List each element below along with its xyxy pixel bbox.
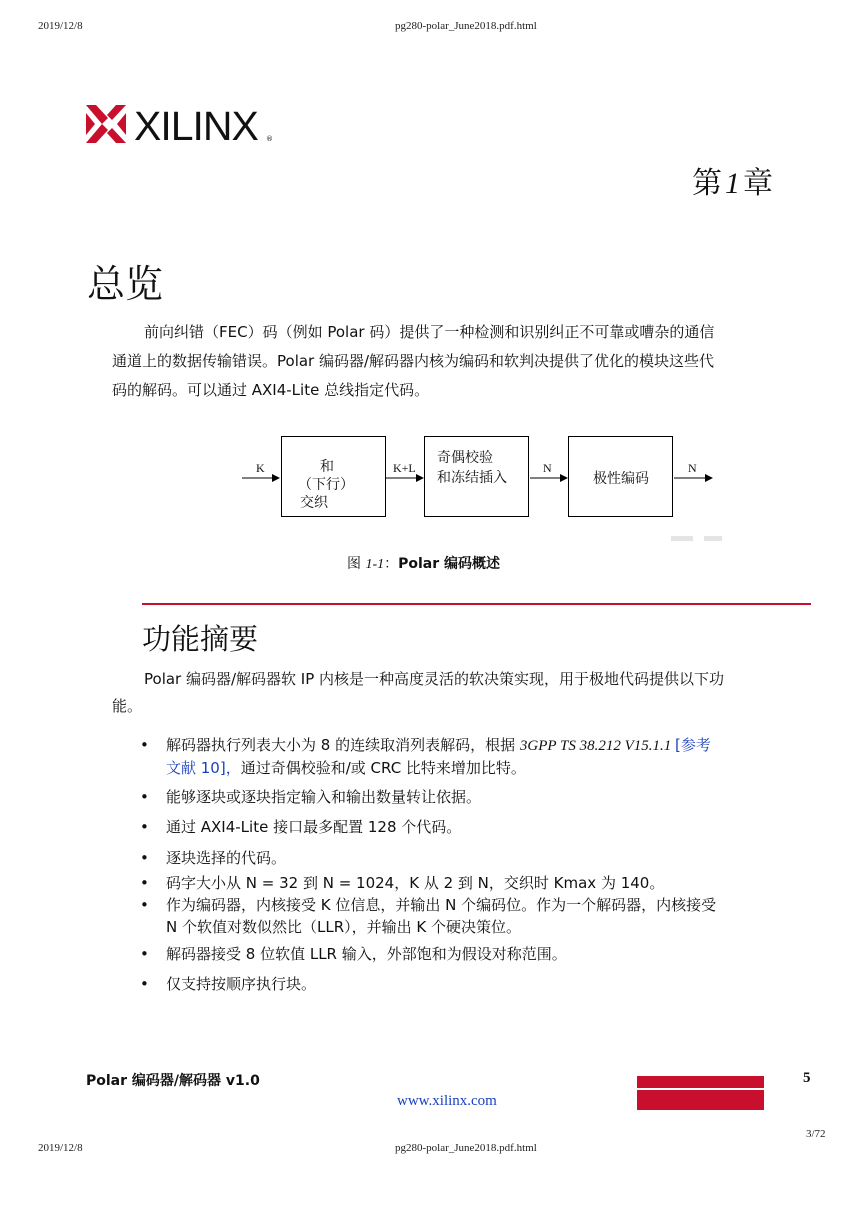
footer-page-number: 5 <box>803 1070 811 1086</box>
header-date: 2019/12/8 <box>38 20 83 32</box>
signal-k-plus-l: K+L <box>393 461 416 475</box>
block-parity-frozen <box>424 436 529 517</box>
block-polar-encode <box>568 436 673 517</box>
block-interleaver-line-1: 和 <box>320 459 334 475</box>
xilinx-logo-icon <box>86 105 126 143</box>
list-item: • 码字大小从 N = 32 到 N = 1024，K 从 2 到 N，交织时 Kmax 为 140。 <box>140 874 665 892</box>
header-filename: pg280-polar_June2018.pdf.html <box>395 20 537 32</box>
block-parity-line-2: 和冻结插入 <box>437 470 507 486</box>
figure-caption: 图 1-1：Polar 编码概述 <box>347 556 501 572</box>
signal-n-2: N <box>688 461 697 475</box>
logo-trademark: ® <box>266 135 273 143</box>
intro-line-2: 通道上的数据传输错误。Polar 编码器/解码器内核为编码和软判决提供了优化的模块这些代 <box>112 352 715 370</box>
footer-website-link[interactable]: www.xilinx.com <box>397 1093 497 1109</box>
list-item: • 解码器执行列表大小为 8 的连续取消列表解码，根据 3GPP TS 38.212 V15.1.1 [参考 文献 10]，通过奇偶校验和/或 CRC 比特来增加比特。 <box>140 736 711 777</box>
signal-k: K <box>256 461 265 475</box>
polar-encoder-diagram <box>238 430 728 550</box>
reference-link[interactable]: [参考 <box>675 736 711 754</box>
decor-gray-bar <box>704 536 722 541</box>
chapter-label: 第 1 章 <box>692 166 773 201</box>
section-divider <box>142 603 811 605</box>
signal-n-1: N <box>543 461 552 475</box>
block-parity-line-1: 奇偶校验 <box>437 450 493 466</box>
list-item: • 能够逐块或逐块指定输入和输出数量转让依据。 <box>140 788 482 806</box>
section-intro-line-2: 能。 <box>112 697 143 715</box>
intro-line-1: 前向纠错（FEC）码（例如 Polar 码）提供了一种检测和识别纠正不可靠或嘈杂的通信 <box>144 323 715 341</box>
intro-line-3: 码的解码。可以通过 AXI4-Lite 总线指定代码。 <box>112 381 430 399</box>
footer-date: 2019/12/8 <box>38 1142 83 1154</box>
footer-bar-stripe <box>637 1088 764 1090</box>
citation: 3GPP TS 38.212 V15.1.1 <box>519 738 676 754</box>
block-interleaver-line-2: （下行） <box>298 477 354 493</box>
list-item: • 通过 AXI4-Lite 接口最多配置 128 个代码。 <box>140 818 462 836</box>
footer-filename: pg280-polar_June2018.pdf.html <box>395 1142 537 1154</box>
section-heading: 功能摘要 <box>142 622 259 656</box>
list-item: • 作为编码器，内核接受 K 位信息，并输出 N 个编码位。作为一个解码器，内核接受 N 个软值对数似然比（LLR），并输出 K 个硬决策位。 <box>140 896 717 936</box>
logo-wordmark: XILINX <box>134 103 258 149</box>
list-item: • 仅支持按顺序执行块。 <box>140 975 317 993</box>
section-intro-line-1: Polar 编码器/解码器软 IP 内核是一种高度灵活的软决策实现，用于极地代码提供以下功 <box>144 670 725 688</box>
footer-doc-title: Polar 编码器/解码器 v1.0 <box>86 1073 260 1089</box>
page-of-counter: 3/72 <box>806 1128 826 1140</box>
list-item: • 逐块选择的代码。 <box>140 849 287 867</box>
footer-red-bar <box>637 1076 764 1110</box>
reference-link-cont[interactable]: 文献 10]， <box>166 759 241 777</box>
page-title: 总览 <box>87 262 164 306</box>
block-interleaver <box>281 436 386 517</box>
xilinx-logo <box>86 105 276 147</box>
decor-gray-bar <box>671 536 693 541</box>
block-polar-line-1: 极性编码 <box>593 471 649 487</box>
block-interleaver-line-3: 交织 <box>300 495 328 511</box>
list-item: • 解码器接受 8 位软值 LLR 输入，外部饱和为假设对称范围。 <box>140 945 567 963</box>
